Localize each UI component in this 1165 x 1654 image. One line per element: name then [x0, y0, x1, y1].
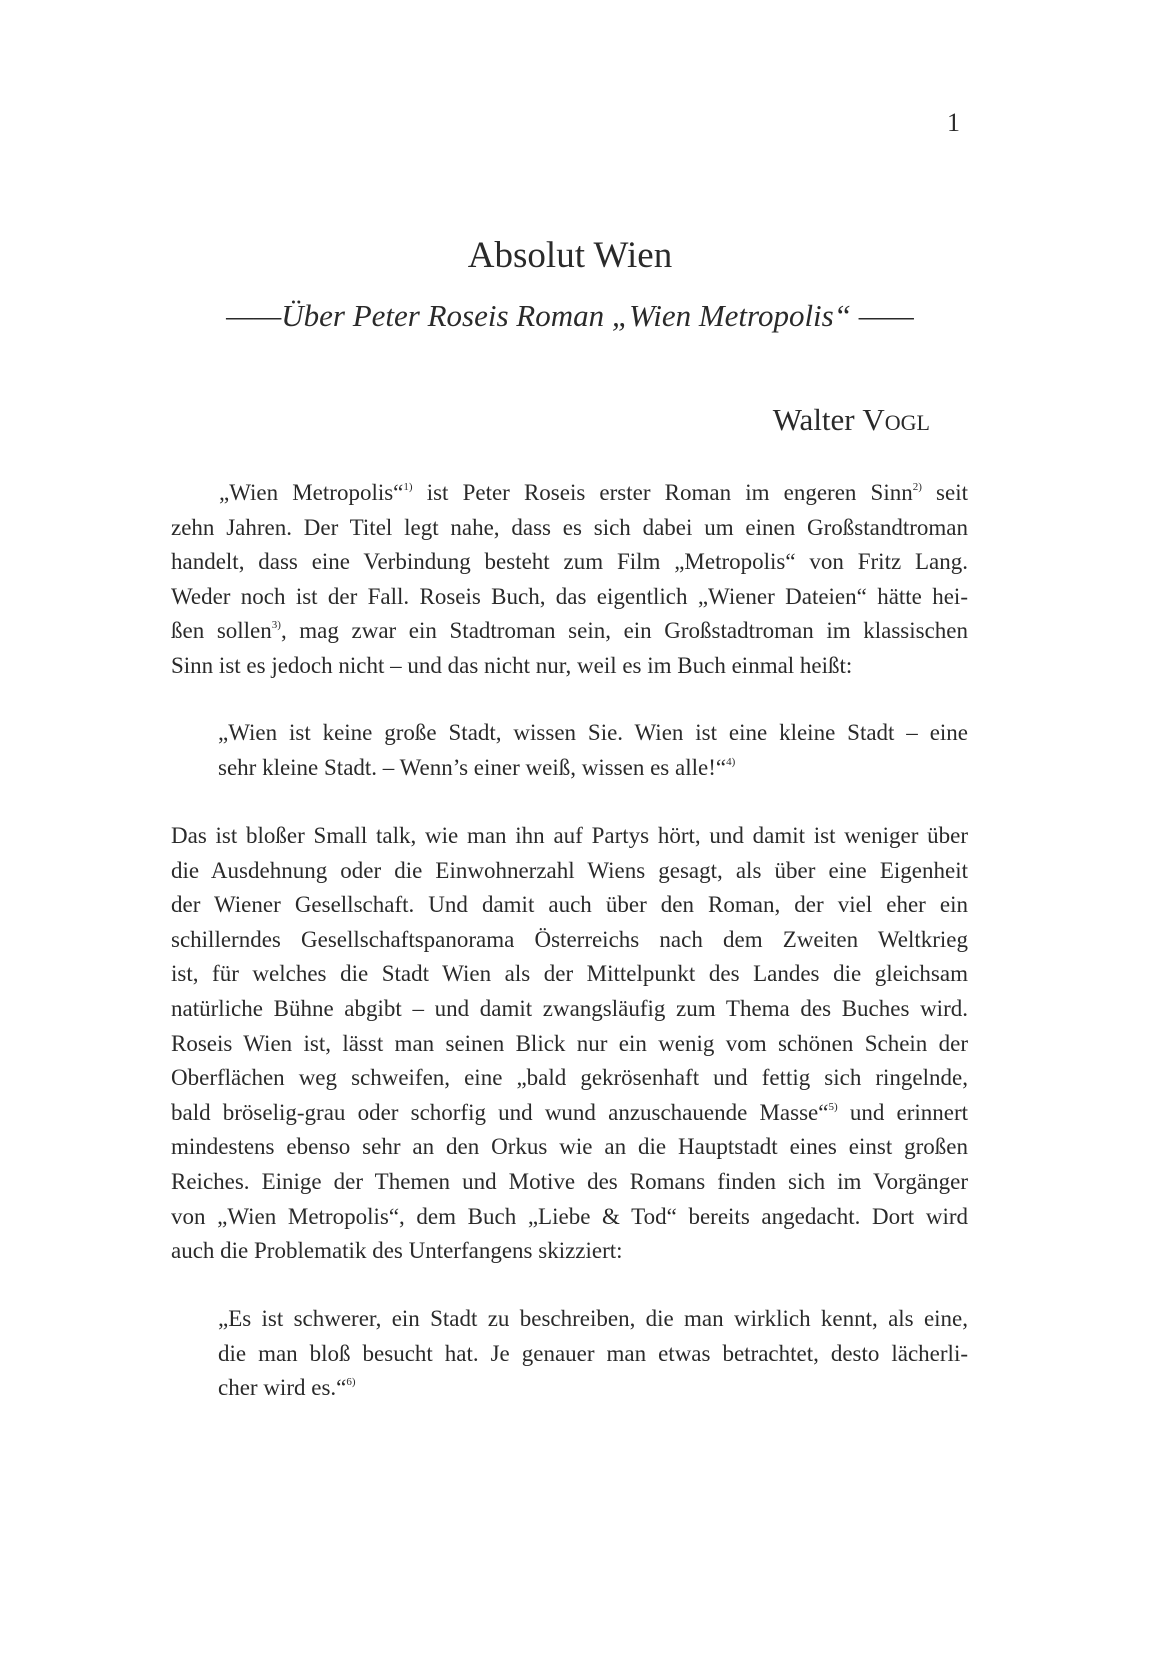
text-segment: von „Wien Metropolis“, dem Buch „Liebe & Tod“ bereits angedacht. Dort wird — [171, 1203, 968, 1229]
text-segment: zehn Jahren. Der Titel legt nahe, dass es sich dabei um einen Großstandtroman — [171, 514, 968, 540]
text-line — [218, 1302, 968, 1337]
article-subtitle: ——Über Peter Roseis Roman „Wien Metropolis“ —— — [226, 298, 914, 333]
text-segment: seit — [921, 480, 968, 505]
block-quote — [218, 716, 968, 785]
text-segment: sehr kleine Stadt. – Wenn’s einer weiß, wissen es alle!“ — [218, 754, 727, 780]
text-segment: natürliche Bühne abgibt – und damit zwangsläufig zum Thema des Buches wird. — [171, 995, 968, 1021]
text-line — [171, 1027, 968, 1062]
text-segment: Oberflächen weg schweifen, eine „bald gekrösenhaft und fettig sich ringelnde, — [171, 1065, 968, 1091]
text-line — [171, 511, 968, 546]
text-line — [218, 1337, 968, 1372]
text-line — [171, 545, 968, 580]
text-segment: Roseis Wien ist, lässt man seinen Blick nur ein wenig vom schönen Schein der — [171, 1030, 968, 1056]
paragraph — [171, 476, 968, 684]
text-line — [171, 476, 968, 511]
text-segment: Das ist bloßer Small talk, wie man ihn auf Partys hört, und damit ist weniger über — [171, 823, 968, 848]
text-line — [171, 1061, 968, 1096]
text-line — [171, 649, 968, 684]
text-segment: , mag zwar ein Stadtroman sein, ein Großstadtroman im klassischen — [280, 618, 968, 644]
text-segment: Reiches. Einige der Themen und Motive des Romans finden sich im Vorgänger — [171, 1168, 968, 1194]
footnote-marker: 4) — [726, 755, 736, 768]
text-line — [218, 1371, 968, 1406]
text-line — [171, 923, 968, 958]
text-line — [171, 1200, 968, 1235]
text-line — [171, 992, 968, 1027]
page-number: 1 — [947, 108, 960, 137]
text-segment: ßen sollen — [171, 618, 272, 644]
text-segment: „Wien ist keine große Stadt, wissen Sie. Wien ist eine kleine Stadt – eine — [218, 720, 968, 745]
text-segment: und erinnert — [837, 1099, 969, 1125]
footnote-marker: 5) — [828, 1100, 838, 1113]
footnote-marker: 3) — [271, 619, 281, 632]
author-first-name: Walter — [772, 402, 863, 437]
footnote-marker: 6) — [346, 1376, 356, 1389]
author-last-name: Vogl — [862, 402, 930, 437]
text-line — [218, 716, 968, 751]
text-segment: auch die Problematik des Unterfangens skizziert: — [171, 1238, 623, 1264]
text-line — [218, 751, 968, 786]
text-segment: die Ausdehnung oder die Einwohnerzahl Wiens gesagt, als über eine Eigenheit — [171, 857, 968, 883]
text-segment: „Es ist schwerer, ein Stadt zu beschreiben, die man wirklich kennt, als eine, — [218, 1306, 968, 1331]
text-segment: ist, für welches die Stadt Wien als der Mittelpunkt des Landes die gleichsam — [171, 961, 968, 987]
text-segment: ist Peter Roseis erster Roman im engeren Sinn — [412, 480, 913, 505]
footnote-marker: 1) — [403, 481, 413, 493]
text-segment: cher wird es.“ — [218, 1375, 347, 1401]
text-line — [171, 614, 968, 649]
text-segment: die man bloß besucht hat. Je genauer man etwas betrachtet, desto lächerli- — [218, 1340, 968, 1366]
text-line — [171, 957, 968, 992]
footnote-marker: 2) — [912, 481, 922, 493]
text-segment: mindestens ebenso sehr an den Orkus wie an die Hauptstadt eines einst großen — [171, 1134, 968, 1160]
block-quote — [218, 1302, 968, 1406]
text-segment: der Wiener Gesellschaft. Und damit auch über den Roman, der viel eher ein — [171, 892, 968, 918]
text-line — [171, 888, 968, 923]
text-segment: Weder noch ist der Fall. Roseis Buch, das eigentlich „Wiener Dateien“ hätte hei- — [171, 583, 968, 609]
text-segment: handelt, dass eine Verbindung besteht zum Film „Metropolis“ von Fritz Lang. — [171, 549, 968, 575]
article-title: Absolut Wien — [467, 235, 673, 276]
text-segment: „Wien Metropolis“ — [219, 480, 404, 505]
text-line — [171, 1130, 968, 1165]
text-segment: schillerndes Gesellschaftspanorama Österreichs nach dem Zweiten Weltkrieg — [171, 926, 968, 952]
text-line — [171, 854, 968, 889]
author-name — [773, 402, 930, 438]
text-line — [171, 819, 968, 854]
text-line — [171, 1165, 968, 1200]
text-line — [171, 1096, 968, 1131]
text-line — [171, 1234, 968, 1269]
text-segment: bald bröselig-grau oder schorfig und wund anzuschauende Masse“ — [171, 1099, 829, 1125]
text-segment: Sinn ist es jedoch nicht – und das nicht nur, weil es im Buch einmal heißt: — [171, 652, 853, 678]
paragraph — [171, 819, 968, 1269]
text-line — [171, 580, 968, 615]
